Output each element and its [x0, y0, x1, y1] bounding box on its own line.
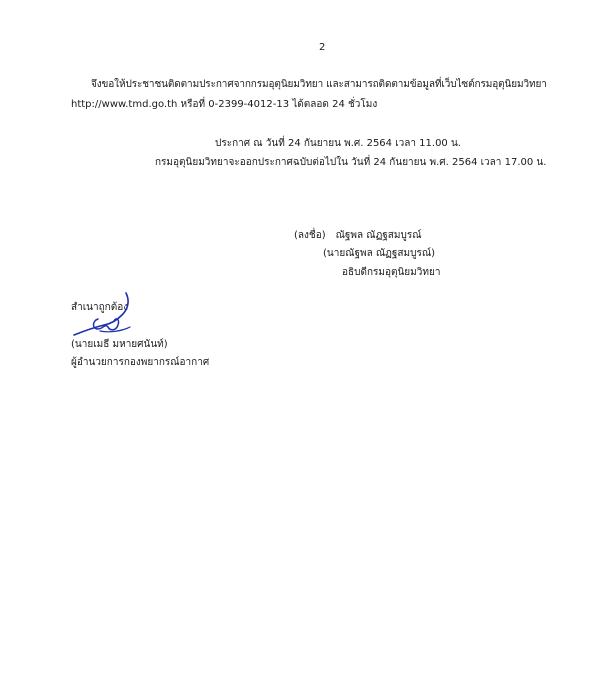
certified-copy-label: สำเนาถูกต้อง — [71, 302, 129, 313]
handwritten-signature-icon — [70, 291, 136, 341]
sign-label: (ลงชื่อ) — [294, 230, 326, 241]
certified-copy-position: ผู้อำนวยการกองพยากรณ์อากาศ — [71, 357, 210, 368]
body-paragraph-line-1: จึงขอให้ประชาชนติดตามประกาศจากกรมอุตุนิยมวิทยา และสามารถติดตามข้อมูลที่เว็บไซต์กรมอุตุนิยมวิทยา — [91, 79, 547, 90]
signatory-name: ณัฐพล ณัฏฐสมบูรณ์ — [335, 230, 422, 241]
signatory-full-name: (นายณัฐพล ณัฏฐสมบูรณ์) — [323, 248, 436, 259]
next-announcement-line: กรมอุตุนิยมวิทยาจะออกประกาศฉบับต่อไปใน วันที่ 24 กันยายน พ.ศ. 2564 เวลา 17.00 น. — [155, 157, 547, 168]
signatory-position: อธิบดีกรมอุตุนิยมวิทยา — [342, 267, 441, 278]
signature-line — [294, 229, 422, 243]
page-number: 2 — [319, 42, 326, 53]
certified-copy-name: (นายเมธี มหายศนันท์) — [71, 339, 168, 350]
body-paragraph-line-2: http://www.tmd.go.th หรือที่ 0-2399-4012-13 ได้ตลอด 24 ชั่วโมง — [71, 99, 378, 110]
announcement-date-line: ประกาศ ณ วันที่ 24 กันยายน พ.ศ. 2564 เวลา 11.00 น. — [215, 138, 461, 149]
